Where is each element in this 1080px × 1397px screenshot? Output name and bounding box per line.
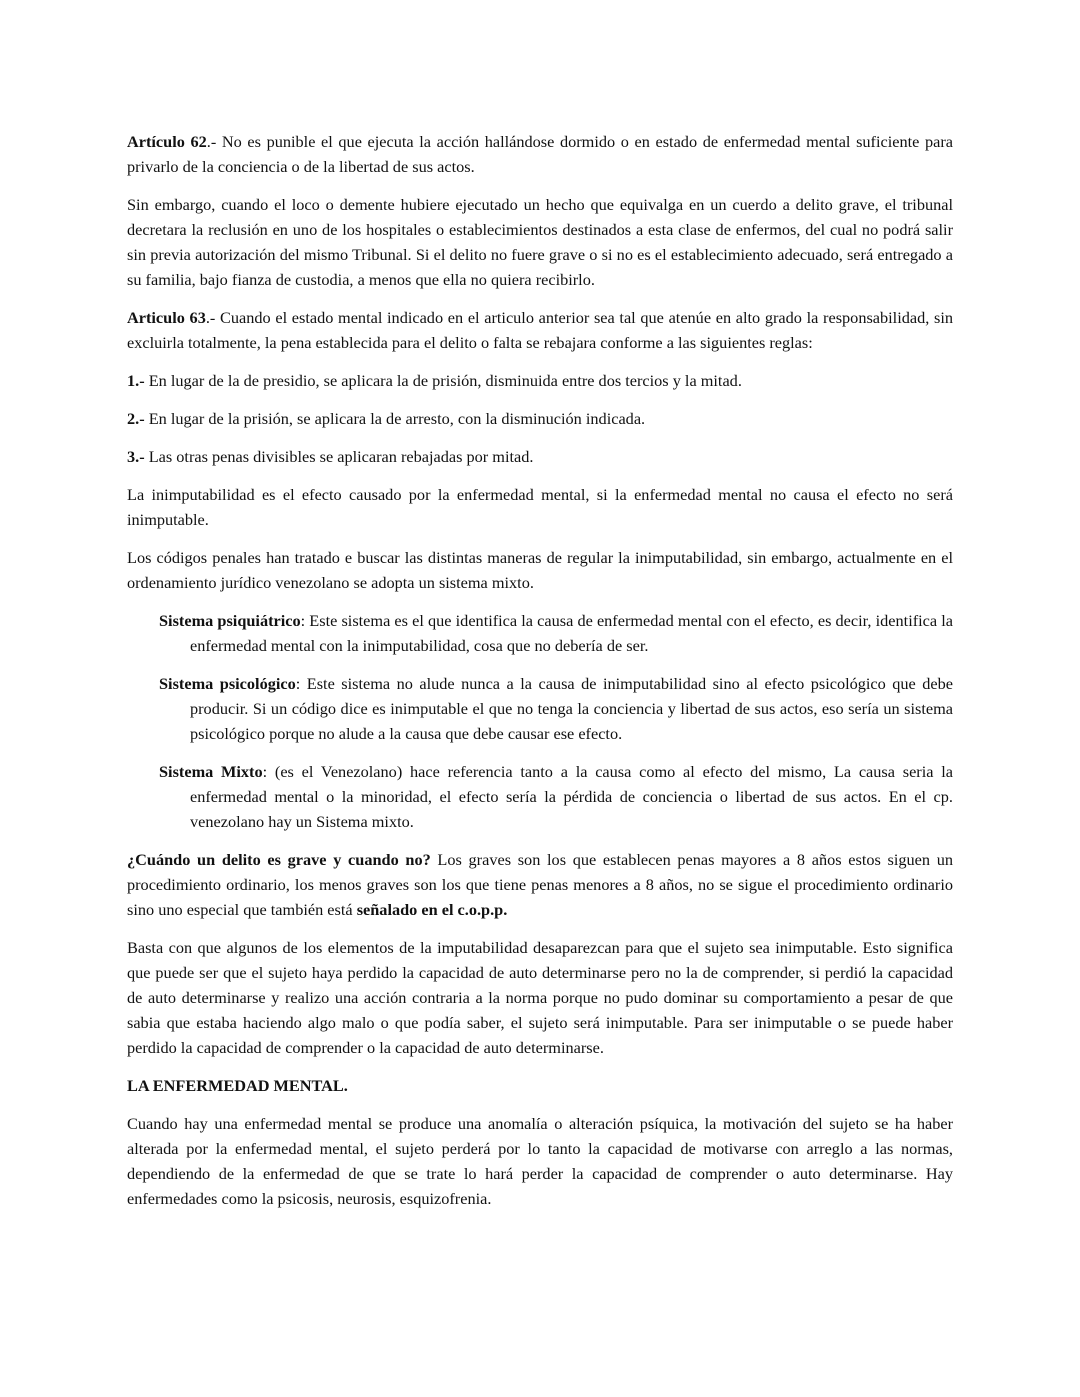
rule-number: 3.- [127, 447, 145, 466]
rule-text: En lugar de la de presidio, se aplicara la de prisión, disminuida entre dos tercios y la mitad. [144, 371, 742, 390]
article-62-text: .- No es punible el que ejecuta la acción hallándose dormido o en estado de enfermedad mental suficiente para privarlo de la conciencia o de la libertad de sus actos. [127, 132, 953, 176]
system-name: Sistema Mixto [159, 762, 263, 781]
article-63-text: .- Cuando el estado mental indicado en el articulo anterior sea tal que atenúe en alto grado la responsabilidad, sin excluirla totalmente, la pena establecida para el delito o falta se rebajara conforme a las siguientes reglas: [127, 308, 953, 352]
system-item [159, 759, 953, 834]
codigos-paragraph: Los códigos penales han tratado e buscar las distintas maneras de regular la inimputabilidad, sin embargo, actualmente en el ordenamiento jurídico venezolano se adopta un sistema mixto. [127, 548, 953, 592]
system-item [159, 671, 953, 746]
rule-text: En lugar de la prisión, se aplicara la de arresto, con la disminución indicada. [144, 409, 646, 428]
rule-item [127, 406, 953, 431]
document-page [127, 129, 953, 1224]
system-name: Sistema psicológico [159, 674, 296, 693]
article-62-paragraph [127, 129, 953, 179]
article-63-paragraph [127, 305, 953, 355]
rule-number: 1.- [127, 371, 145, 390]
section-heading-text: LA ENFERMEDAD MENTAL. [127, 1076, 348, 1095]
enfermedad-paragraph: Cuando hay una enfermedad mental se produce una anomalía o alteración psíquica, la motivación del sujeto se ha haber alterada por la enfermedad mental, el sujeto perderá por lo tanto la capacidad de motivarse con arreglo a las normas, dependiendo de la enfermedad de que se trate lo hará perder la capacidad de comprender o auto determinarse. Hay enfermedades como la psicosis, neurosis, esquizofrenia. [127, 1114, 953, 1208]
rule-text: Las otras penas divisibles se aplicaran rebajadas por mitad. [144, 447, 534, 466]
system-text: : Este sistema es el que identifica la causa de enfermedad mental con el efecto, es decir, identifica la enfermedad mental con la inimputabilidad, cosa que no debería de ser. [190, 611, 953, 655]
rule-item [127, 368, 953, 393]
rule-item [127, 444, 953, 469]
system-text: : Este sistema no alude nunca a la causa de inimputabilidad sino al efecto psicológico que debe producir. Si un código dice es inimputable el que no tenga la conciencia y libertad de sus actos, eso sería un sistema psicológico porque no alude a la causa que debe causar ese efecto. [190, 674, 954, 743]
inimputabilidad-paragraph: La inimputabilidad es el efecto causado por la enfermedad mental, si la enfermedad mental no causa el efecto no será inimputable. [127, 485, 953, 529]
grave-question: ¿Cuándo un delito es grave y cuando no? [127, 850, 431, 869]
system-name: Sistema psiquiátrico [159, 611, 301, 630]
basta-paragraph: Basta con que algunos de los elementos de la imputabilidad desaparezcan para que el sujeto sea inimputable. Esto significa que puede ser que el sujeto haya perdido la capacidad de auto determinarse pero no la de comprender, si perdió la capacidad de auto determinarse y realizo una acción contraria a la norma porque no pudo dominar su comportamiento a pesar de que sabia que estaba haciendo algo malo o que podía saber, el sujeto será inimputable. Para ser inimputable o se puede haber perdido la capacidad de comprender o la capacidad de auto determinarse. [127, 938, 953, 1057]
system-item [159, 608, 953, 658]
article-62-continuation: Sin embargo, cuando el loco o demente hubiere ejecutado un hecho que equivalga en un cuerdo a delito grave, el tribunal decretara la reclusión en uno de los hospitales o establecimientos destinados a esta clase de enfermos, del cual no podrá salir sin previa autorización del mismo Tribunal. Si el delito no fuere grave o si no es el establecimiento adecuado, será entregado a su familia, bajo fianza de custodia, a menos que ella no quiera recibirlo. [127, 195, 953, 289]
section-heading [127, 1073, 953, 1098]
system-text: : (es el Venezolano) hace referencia tanto a la causa como al efecto del mismo, La causa seria la enfermedad mental o la minoridad, el efecto sería la pérdida de conciencia o libertad de sus actos. En el cp. venezolano hay un Sistema mixto. [190, 762, 953, 831]
grave-text: Los graves son los que establecen penas mayores a 8 años estos siguen un procedimiento ordinario, los menos graves son los que tiene penas menores a 8 años, no se sigue el procedimiento ordinario sino uno especial que también está [127, 850, 953, 919]
article-63-label: Articulo 63 [127, 308, 206, 327]
rule-number: 2.- [127, 409, 145, 428]
article-62-label: Artículo 62 [127, 132, 207, 151]
grave-bold-end: señalado en el c.o.p.p. [356, 900, 508, 919]
grave-paragraph [127, 847, 953, 922]
